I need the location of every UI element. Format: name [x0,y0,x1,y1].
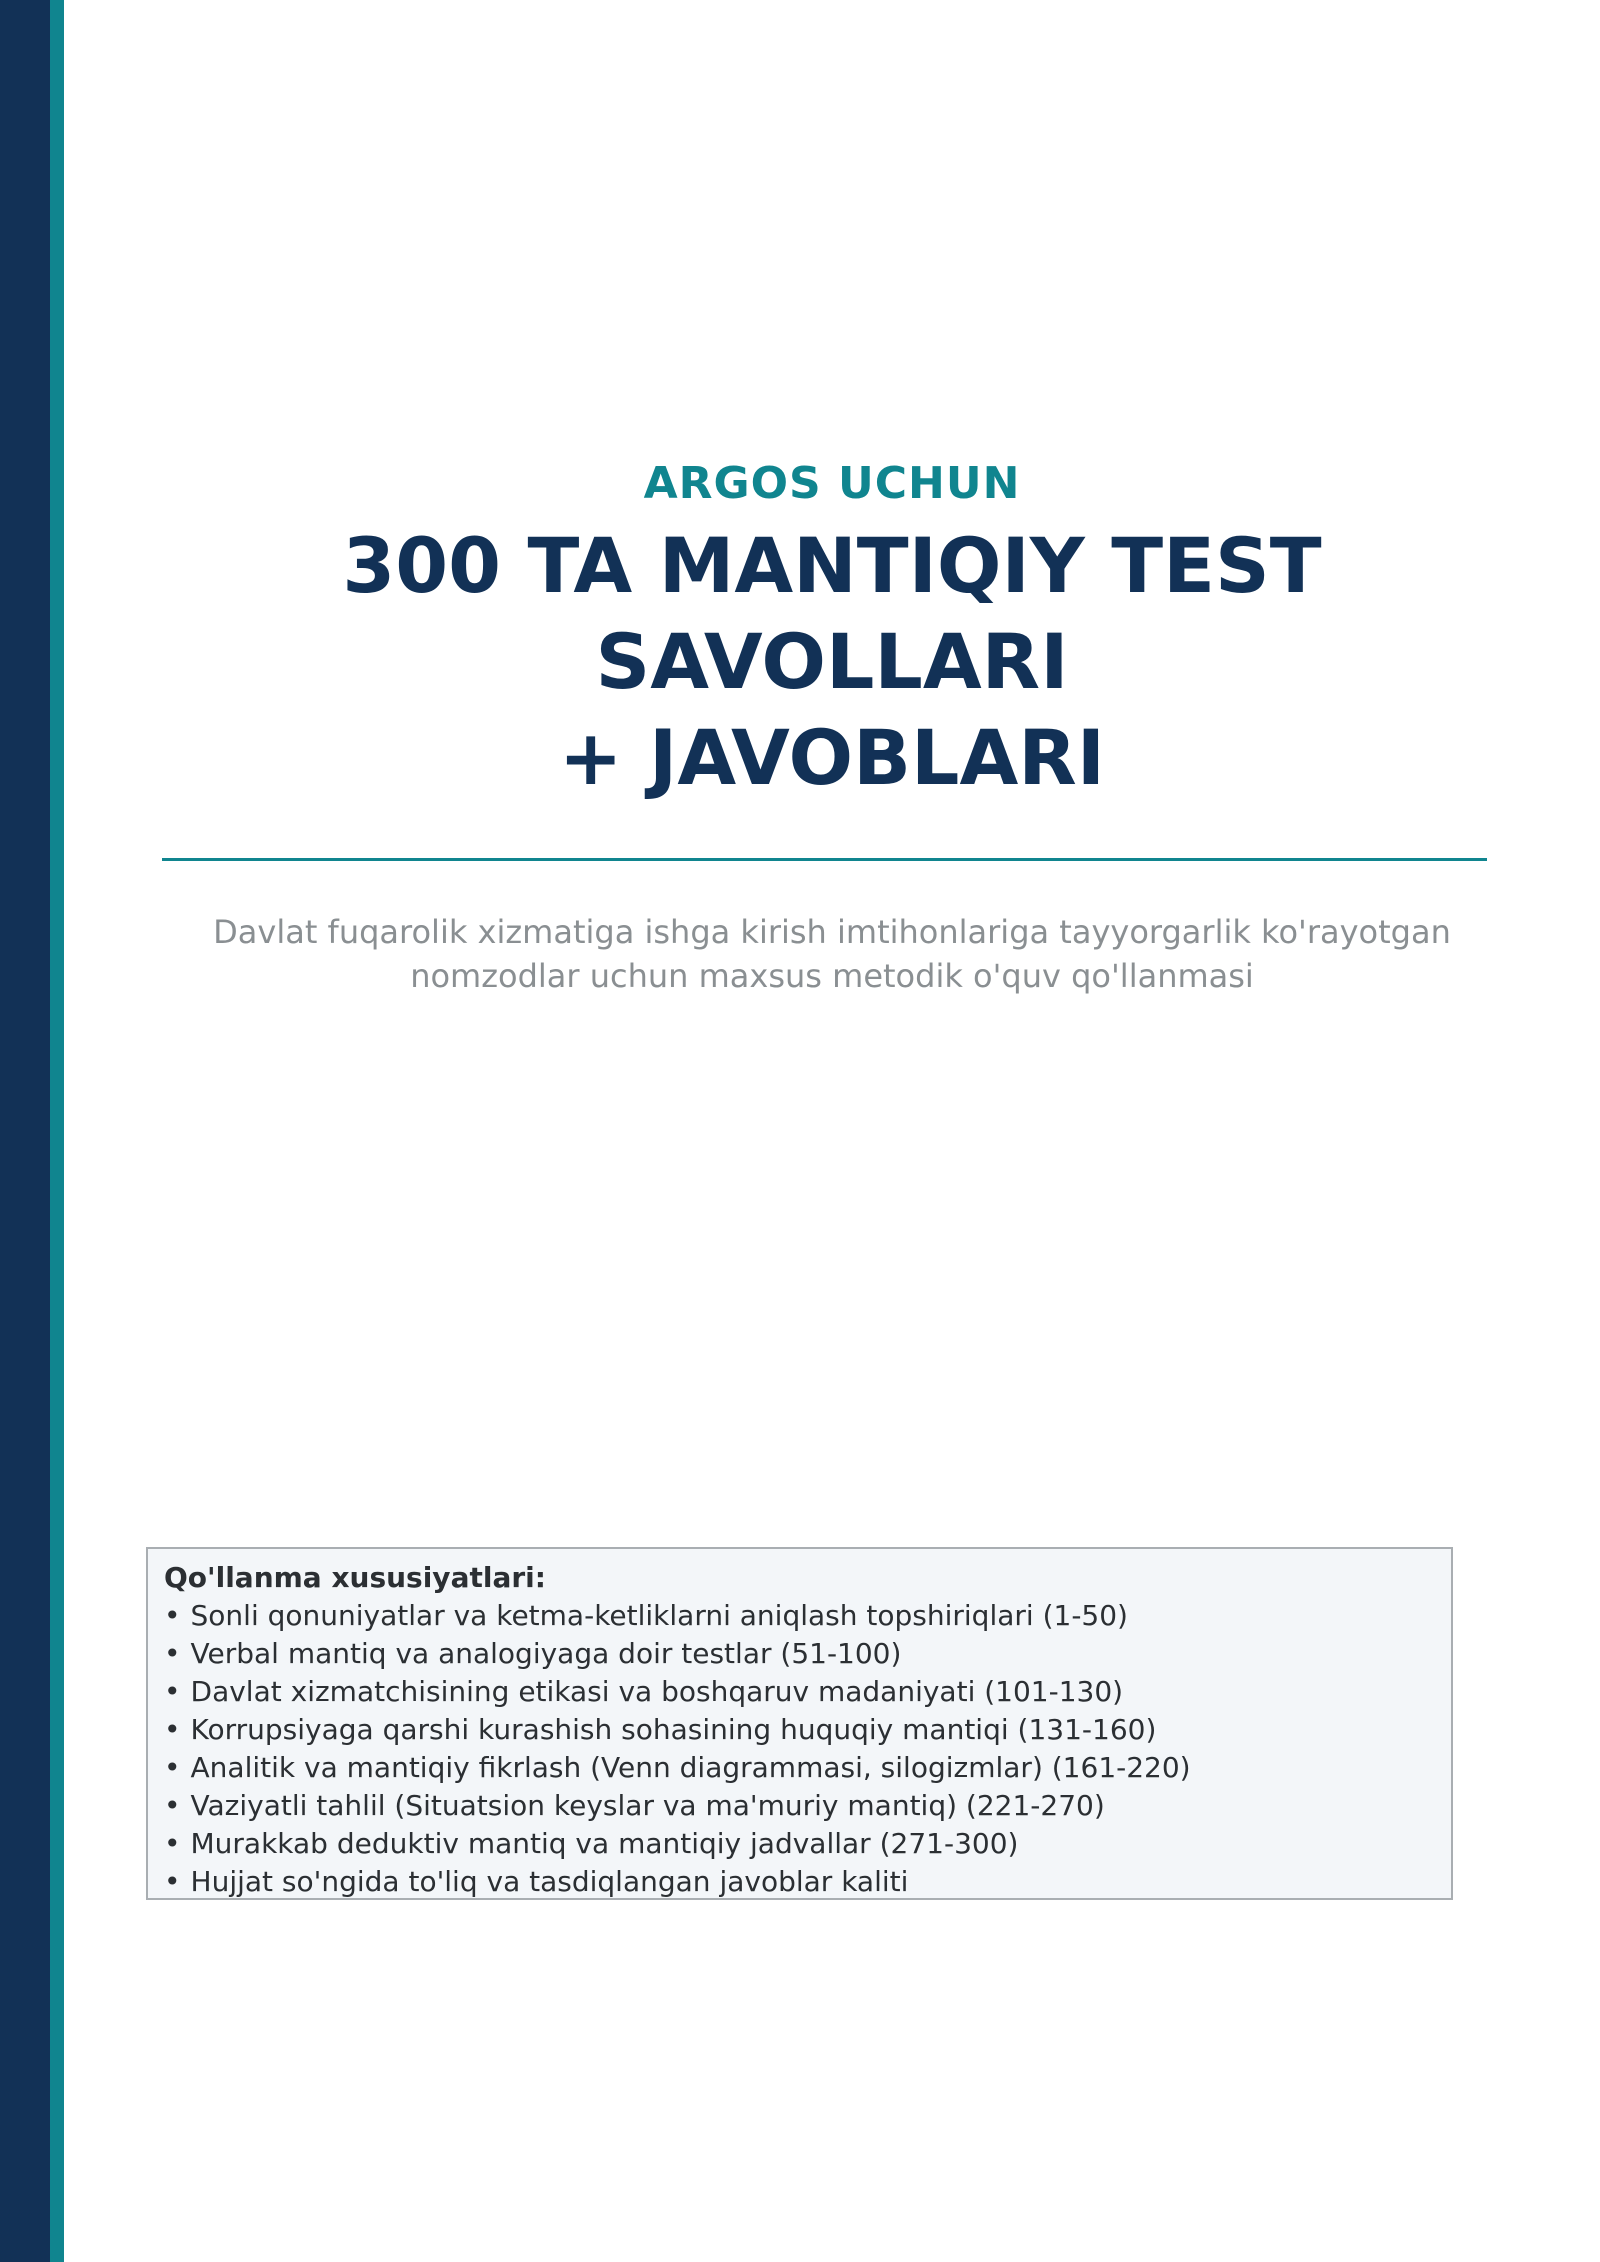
bullet-icon: • [164,1789,181,1822]
cover-title-line: SAVOLLARI [595,617,1069,706]
list-item-text: Murakkab deduktiv mantiq va mantiqiy jadvallar (271-300) [190,1827,1019,1860]
list-item-text: Korrupsiyaga qarshi kurashish sohasining huquqiy mantiqi (131-160) [190,1713,1157,1746]
list-item [164,1863,1435,1901]
list-item [164,1749,1435,1787]
list-item [164,1673,1435,1711]
bullet-icon: • [164,1865,181,1898]
list-item [164,1635,1435,1673]
cover-kicker: ARGOS UCHUN [643,458,1021,509]
list-item-text: Verbal mantiq va analogiyaga doir testlar (51-100) [190,1637,902,1670]
bullet-icon: • [164,1637,181,1670]
list-item-text: Analitik va mantiqiy fikrlash (Venn diagrammasi, silogizmlar) (161-220) [190,1751,1191,1784]
cover-title-line: + JAVOBLARI [558,713,1106,802]
list-item-text: Davlat xizmatchisining etikasi va boshqaruv madaniyati (101-130) [190,1675,1124,1708]
bullet-icon: • [164,1827,181,1860]
cover-title-line: 300 TA MANTIQIY TEST [342,521,1322,610]
bullet-icon: • [164,1751,181,1784]
list-item [164,1711,1435,1749]
cover-title [64,518,1600,806]
bullet-icon: • [164,1713,181,1746]
features-heading: Qo'llanma xususiyatlari: [164,1561,546,1594]
cover-subtitle-line: nomzodlar uchun maxsus metodik o'quv qo'llanmasi [410,957,1254,995]
list-item [164,1825,1435,1863]
features-box [146,1547,1453,1900]
cover-subtitle-line: Davlat fuqarolik xizmatiga ishga kirish imtihonlariga tayyorgarlik ko'rayotgan [213,913,1451,951]
left-teal-stripe [50,0,64,2262]
title-divider [162,858,1487,861]
bullet-icon: • [164,1599,181,1632]
list-item-text: Hujjat so'ngida to'liq va tasdiqlangan javoblar kaliti [190,1865,909,1898]
list-item [164,1597,1435,1635]
list-item-text: Vaziyatli tahlil (Situatsion keyslar va ma'muriy mantiq) (221-270) [190,1789,1105,1822]
cover-subtitle [64,910,1600,998]
bullet-icon: • [164,1675,181,1708]
list-item-text: Sonli qonuniyatlar va ketma-ketliklarni aniqlash topshiriqlari (1-50) [190,1599,1128,1632]
list-item [164,1787,1435,1825]
features-list [164,1597,1435,1901]
left-navy-stripe [0,0,50,2262]
